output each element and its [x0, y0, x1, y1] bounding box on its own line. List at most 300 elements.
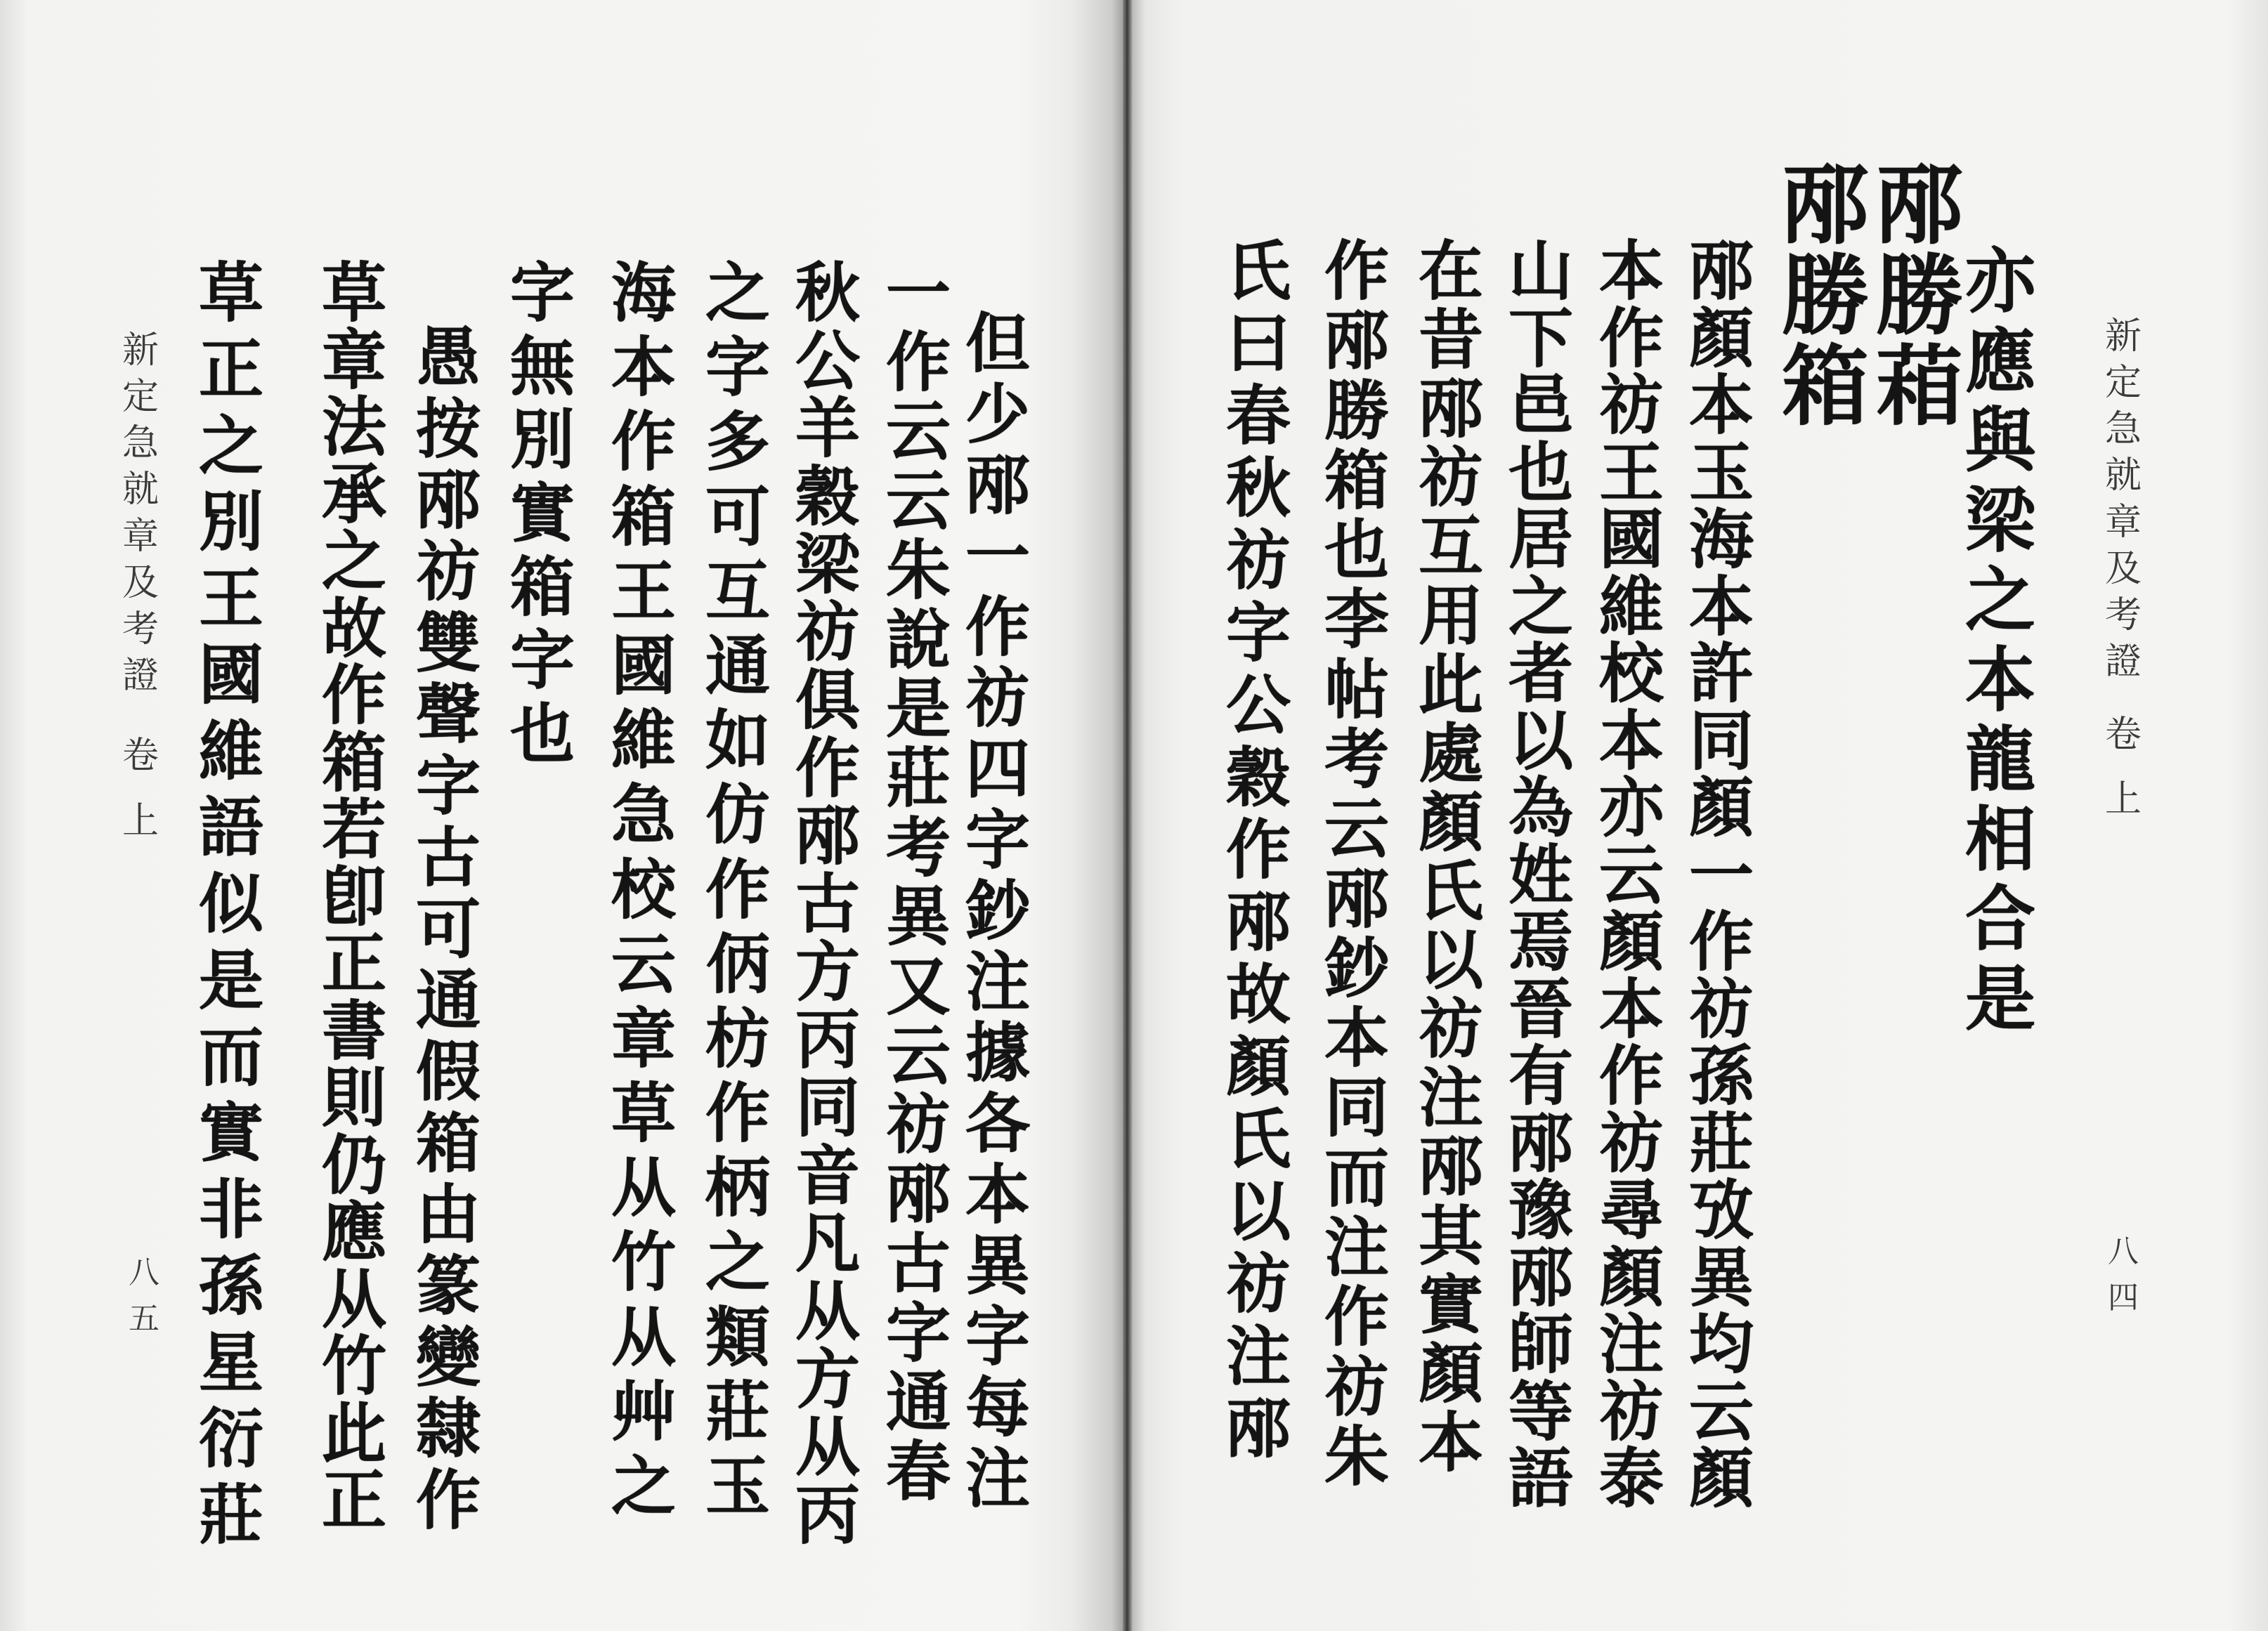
glyph: 是 [885, 671, 951, 747]
glyph: 通 [705, 627, 770, 704]
glyph: 玉 [1688, 434, 1754, 511]
glyph: 及 [2104, 547, 2142, 590]
glyph: 一 [965, 518, 1030, 594]
glyph: 非 [198, 1172, 263, 1247]
glyph: 祊 [1418, 440, 1483, 516]
glyph: 字 [509, 255, 575, 331]
glyph: 作 [1225, 812, 1291, 888]
glyph: 字 [885, 1295, 951, 1371]
glyph: 云 [611, 926, 676, 1002]
glyph: 邴 [1225, 1391, 1291, 1467]
glyph: 祊 [1598, 1373, 1664, 1450]
glyph: 注 [1225, 1318, 1291, 1394]
glyph: 字 [415, 748, 481, 825]
glyph: 之 [705, 1224, 770, 1301]
glyph: 邴 [1418, 1129, 1483, 1205]
glyph: 尋 [1598, 1172, 1664, 1248]
glyph: 箱 [321, 724, 386, 801]
glyph: 顏 [1418, 1335, 1483, 1412]
glyph: 注 [965, 944, 1030, 1020]
glyph: 實 [509, 475, 575, 551]
glyph: 及 [122, 561, 159, 604]
glyph: 注 [1598, 1306, 1664, 1382]
glyph: 邴 [965, 447, 1030, 523]
commentary-column [308, 255, 400, 1538]
glyph: 音 [795, 1137, 860, 1214]
glyph: 曰 [1225, 306, 1291, 381]
glyph: 字 [965, 1299, 1030, 1375]
glyph: 鈔 [1324, 930, 1389, 1007]
glyph: 雙 [415, 605, 481, 681]
commentary-column [1676, 233, 1767, 1517]
glyph: 祊 [1225, 523, 1291, 598]
glyph: 本 [1598, 702, 1664, 779]
glyph: 作 [1324, 233, 1389, 309]
glyph: 下 [1508, 300, 1573, 376]
glyph: 草 [321, 255, 386, 331]
left-page [0, 0, 1123, 1631]
glyph: 正 [321, 926, 386, 1002]
glyph: 同 [1324, 1070, 1389, 1146]
glyph: 每 [965, 1370, 1030, 1446]
glyph: 邴 [1508, 1105, 1573, 1181]
glyph: 艸 [611, 1373, 676, 1450]
glyph: 从 [795, 1409, 860, 1486]
glyph: 古 [885, 1225, 951, 1302]
glyph: 者 [1508, 636, 1573, 712]
glyph: 四 [965, 731, 1030, 807]
glyph: 秋 [1225, 450, 1291, 526]
glyph: 與 [1965, 399, 2035, 483]
volume-number [116, 800, 165, 842]
glyph: 似 [198, 866, 263, 942]
glyph: 應 [1965, 319, 2035, 402]
glyph: 枋 [705, 1000, 770, 1077]
glyph: 維 [1598, 568, 1664, 645]
glyph: 正 [198, 331, 263, 407]
glyph: 就 [122, 469, 159, 511]
glyph: 應 [321, 1194, 386, 1270]
volume-label [116, 735, 165, 777]
glyph: 祊 [885, 1087, 951, 1163]
glyph: 邴 [885, 1156, 951, 1233]
glyph: 同 [1688, 702, 1754, 779]
glyph: 朱 [885, 532, 951, 608]
glyph: 四 [2108, 1280, 2139, 1316]
glyph: 丙 [795, 1476, 860, 1553]
glyph: 八 [129, 1255, 159, 1290]
glyph: 相 [1965, 797, 2035, 881]
glyph: 山 [1508, 233, 1573, 309]
glyph: 證 [2104, 640, 2142, 683]
glyph: 異 [965, 1228, 1030, 1304]
glyph: 作 [1688, 904, 1754, 980]
glyph: 本 [1598, 233, 1664, 309]
glyph: 卷 [122, 735, 159, 777]
volume-number [2099, 778, 2148, 820]
glyph: 注 [1418, 1060, 1483, 1137]
glyph: 字 [705, 329, 770, 406]
glyph: 莊 [705, 1373, 770, 1450]
glyph: 許 [1688, 636, 1754, 712]
glyph: 邴 [1324, 860, 1389, 937]
glyph: 顏 [1688, 1441, 1754, 1517]
glyph: 處 [1418, 715, 1483, 792]
glyph: 考 [122, 608, 159, 650]
glyph: 本 [1324, 1000, 1389, 1077]
glyph: 王 [1598, 434, 1664, 511]
glyph: 故 [321, 590, 386, 667]
glyph: 丙 [795, 1002, 860, 1078]
glyph: 云 [885, 463, 951, 539]
glyph: 海 [1688, 502, 1754, 577]
glyph: 公 [795, 322, 860, 399]
glyph: 類 [705, 1299, 770, 1375]
glyph: 本 [1598, 971, 1664, 1047]
glyph: 是 [1965, 957, 2035, 1040]
glyph: 為 [1508, 770, 1573, 846]
glyph: 語 [1508, 1441, 1573, 1517]
glyph: 祊 [1225, 1246, 1291, 1322]
glyph: 凡 [795, 1205, 860, 1282]
commentary-column [782, 255, 873, 1553]
glyph: 祊 [1598, 367, 1664, 443]
glyph: 亦 [1965, 240, 2035, 322]
book-gutter [1123, 0, 1133, 1631]
page-number [119, 1257, 169, 1335]
glyph: 孫 [198, 1247, 263, 1324]
glyph: 之 [321, 523, 386, 599]
glyph: 作 [705, 1075, 770, 1152]
glyph: 邴 [1324, 303, 1389, 379]
glyph: 莊 [198, 1477, 263, 1553]
glyph: 仍 [321, 1127, 386, 1203]
glyph: 古 [795, 865, 860, 942]
glyph: 昔 [1418, 302, 1483, 379]
glyph: 說 [885, 601, 951, 678]
glyph: 互 [1418, 509, 1483, 585]
glyph: 顏 [1598, 904, 1664, 980]
glyph: 本 [1688, 568, 1754, 645]
glyph: 均 [1688, 1306, 1754, 1382]
glyph: 祊 [1688, 971, 1754, 1047]
glyph: 亦 [1598, 770, 1664, 846]
glyph: 莊 [885, 740, 951, 816]
glyph: 承 [321, 456, 386, 532]
glyph: 祊 [965, 660, 1030, 736]
commentary-column [1405, 233, 1497, 1481]
glyph: 注 [1324, 1209, 1389, 1285]
glyph: 章 [611, 1000, 676, 1077]
glyph: 作 [1598, 300, 1664, 376]
glyph: 據 [965, 1015, 1030, 1091]
glyph: 正 [321, 1462, 386, 1538]
glyph: 其 [1418, 1198, 1483, 1274]
glyph: 方 [795, 1341, 860, 1417]
glyph: 章 [122, 515, 159, 558]
glyph: 衍 [198, 1401, 263, 1477]
glyph: 師 [1508, 1306, 1573, 1382]
glyph: 上 [122, 800, 159, 842]
glyph: 春 [885, 1433, 951, 1509]
glyph: 章 [321, 322, 386, 398]
glyph: 勝 [1324, 372, 1389, 449]
glyph: 也 [1508, 434, 1573, 511]
glyph: 以 [1508, 702, 1573, 779]
glyph: 居 [1508, 502, 1573, 577]
glyph: 古 [415, 819, 481, 896]
glyph: 春 [1225, 378, 1291, 454]
glyph: 之 [1508, 568, 1573, 645]
glyph: 本 [1965, 638, 2035, 721]
glyph: 又 [885, 948, 951, 1025]
glyph: 勝 [1781, 245, 1869, 347]
glyph: 草 [198, 255, 263, 331]
glyph: 卷 [2104, 714, 2142, 756]
glyph: 以 [1225, 1174, 1291, 1250]
glyph: 而 [198, 1018, 263, 1095]
glyph: 一 [885, 255, 951, 331]
glyph: 姓 [1508, 837, 1573, 913]
glyph: 異 [885, 879, 951, 955]
glyph: 急 [122, 422, 159, 465]
glyph: 方 [795, 934, 860, 1010]
glyph: 愚 [415, 320, 481, 395]
glyph: 祊 [1324, 1349, 1389, 1425]
glyph: 此 [321, 1395, 386, 1472]
glyph: 語 [198, 790, 263, 866]
glyph: 無 [509, 328, 575, 405]
glyph: 从 [795, 1273, 860, 1349]
glyph: 之 [611, 1448, 676, 1524]
glyph: 本 [611, 329, 676, 406]
glyph: 玉 [705, 1448, 770, 1524]
glyph: 㑂 [705, 926, 770, 1002]
glyph: 邑 [1508, 367, 1573, 443]
glyph: 从 [611, 1299, 676, 1375]
glyph: 則 [321, 1060, 386, 1136]
glyph: 葙 [1875, 336, 1963, 438]
glyph: 俱 [795, 662, 860, 738]
commentary-column [873, 255, 964, 1509]
glyph: 也 [1324, 512, 1389, 589]
glyph: 校 [1598, 636, 1664, 712]
glyph: 秋 [795, 255, 860, 331]
glyph: 按 [415, 391, 481, 467]
running-head-title [2099, 315, 2148, 683]
right-page [1133, 0, 2268, 1631]
glyph: 祊 [1598, 1105, 1664, 1181]
glyph: 云 [1688, 1373, 1754, 1450]
glyph: 國 [611, 627, 676, 704]
glyph: 八 [2108, 1233, 2139, 1269]
glyph: 祊 [795, 594, 860, 671]
glyph: 可 [415, 891, 481, 967]
glyph: 羊 [795, 391, 860, 467]
commentary-column [1213, 233, 1304, 1467]
glyph: 考 [1324, 721, 1389, 797]
glyph: 箱 [1324, 442, 1389, 518]
glyph: 氏 [1225, 233, 1291, 309]
glyph: 由 [415, 1177, 481, 1253]
glyph: 通 [415, 962, 481, 1039]
commentary-column [952, 306, 1043, 1517]
glyph: 帖 [1324, 651, 1389, 728]
glyph: 孫 [1688, 1038, 1754, 1114]
glyph: 多 [705, 404, 770, 480]
glyph: 五 [129, 1301, 159, 1337]
glyph: 竹 [611, 1224, 676, 1301]
glyph: 作 [965, 589, 1030, 665]
commentary-column [1586, 233, 1677, 1517]
glyph: 定 [122, 376, 159, 419]
glyph: 晉 [1508, 971, 1573, 1047]
glyph: 新 [122, 329, 159, 372]
glyph: 作 [795, 730, 860, 806]
glyph: 上 [2104, 778, 2142, 820]
glyph: 氏 [1225, 1101, 1291, 1177]
glyph: 顏 [1688, 770, 1754, 846]
glyph: 卽 [321, 858, 386, 935]
glyph: 邴 [1781, 155, 1869, 256]
glyph: 別 [198, 484, 263, 561]
glyph: 維 [611, 702, 676, 779]
glyph: 云 [1598, 837, 1664, 913]
glyph: 祊 [1418, 991, 1483, 1068]
volume-label [2099, 716, 2148, 754]
glyph: 穀 [1225, 740, 1291, 816]
glyph: 故 [1225, 957, 1291, 1033]
glyph: 邴 [1225, 884, 1291, 960]
glyph: 星 [198, 1324, 263, 1401]
glyph: 章 [2104, 501, 2142, 544]
glyph: 在 [1418, 233, 1483, 309]
glyph: 國 [198, 636, 263, 713]
glyph: 作 [611, 404, 676, 480]
glyph: 王 [611, 553, 676, 629]
glyph: 急 [2104, 408, 2142, 451]
glyph: 異 [1688, 1239, 1754, 1316]
glyph: 箱 [611, 478, 676, 555]
glyph: 草 [611, 1075, 676, 1152]
glyph: 穀 [795, 458, 860, 535]
glyph: 顏 [1688, 300, 1754, 376]
glyph: 邴 [1418, 371, 1483, 447]
glyph: 柄 [705, 1150, 770, 1226]
glyph: 之 [198, 407, 263, 484]
entry-regular-heading [1776, 155, 1875, 438]
glyph: 顏 [1418, 784, 1483, 860]
glyph: 一 [1688, 837, 1754, 913]
glyph: 變 [415, 1319, 481, 1396]
glyph: 王 [198, 561, 263, 636]
glyph: 作 [705, 851, 770, 928]
glyph: 泰 [1598, 1441, 1664, 1517]
glyph: 莊 [1688, 1105, 1754, 1181]
glyph: 字 [509, 622, 575, 699]
glyph: 字 [965, 802, 1030, 878]
glyph: 从 [611, 1150, 676, 1226]
glyph: 攷 [1688, 1172, 1754, 1248]
glyph: 本 [1688, 367, 1754, 443]
running-head-title [116, 329, 165, 697]
glyph: 考 [2104, 594, 2142, 636]
page-number [2099, 1233, 2148, 1316]
glyph: 考 [885, 809, 951, 886]
glyph: 氏 [1418, 853, 1483, 929]
glyph: 顏 [1598, 1239, 1664, 1316]
glyph: 篆 [415, 1247, 481, 1324]
commentary-column [185, 255, 277, 1553]
glyph: 本 [1418, 1404, 1483, 1481]
glyph: 梁 [1965, 478, 2035, 562]
glyph: 用 [1418, 577, 1483, 654]
glyph: 實 [1418, 1266, 1483, 1343]
glyph: 隸 [415, 1391, 481, 1467]
glyph: 維 [198, 713, 263, 790]
glyph: 公 [1225, 667, 1291, 743]
glyph: 云 [885, 1017, 951, 1094]
glyph: 是 [198, 942, 263, 1018]
glyph: 有 [1508, 1038, 1573, 1114]
glyph: 竹 [321, 1328, 386, 1404]
glyph: 注 [965, 1441, 1030, 1517]
glyph: 互 [705, 553, 770, 629]
glyph: 顏 [1225, 1029, 1291, 1105]
glyph: 龍 [1965, 718, 2035, 801]
glyph: 校 [611, 851, 676, 928]
glyph: 邴 [795, 798, 860, 875]
commentary-column [598, 255, 689, 1524]
glyph: 箱 [1781, 336, 1869, 438]
glyph: 云 [1324, 791, 1389, 867]
glyph: 也 [509, 695, 575, 772]
glyph: 而 [1324, 1139, 1389, 1216]
glyph: 實 [198, 1095, 263, 1172]
commentary-column [1311, 233, 1402, 1495]
glyph: 新 [2104, 315, 2142, 358]
glyph: 作 [415, 1462, 481, 1538]
glyph: 邴 [1875, 155, 1963, 256]
commentary-column [1495, 233, 1586, 1517]
glyph: 作 [1324, 1279, 1389, 1356]
glyph: 書 [321, 993, 386, 1069]
glyph: 可 [705, 478, 770, 555]
glyph: 假 [415, 1033, 481, 1110]
glyph: 邴 [415, 462, 481, 539]
glyph: 作 [1598, 1038, 1664, 1114]
entry-cursive-heading [1870, 155, 1969, 438]
glyph: 祊 [415, 534, 481, 610]
glyph: 定 [2104, 362, 2142, 405]
glyph: 等 [1508, 1373, 1573, 1450]
glyph: 之 [705, 255, 770, 331]
glyph: 之 [1965, 558, 2035, 642]
glyph: 仿 [705, 777, 770, 853]
glyph: 別 [509, 402, 575, 478]
glyph: 各 [965, 1086, 1030, 1162]
commentary-column [497, 255, 588, 772]
glyph: 少 [965, 376, 1030, 452]
glyph: 勝 [1875, 245, 1963, 347]
glyph: 此 [1418, 646, 1483, 723]
glyph: 聲 [415, 676, 481, 753]
glyph: 急 [611, 777, 676, 853]
glyph: 證 [122, 654, 159, 697]
glyph: 合 [1965, 877, 2035, 961]
glyph: 國 [1598, 502, 1664, 577]
glyph: 鈔 [965, 873, 1030, 949]
